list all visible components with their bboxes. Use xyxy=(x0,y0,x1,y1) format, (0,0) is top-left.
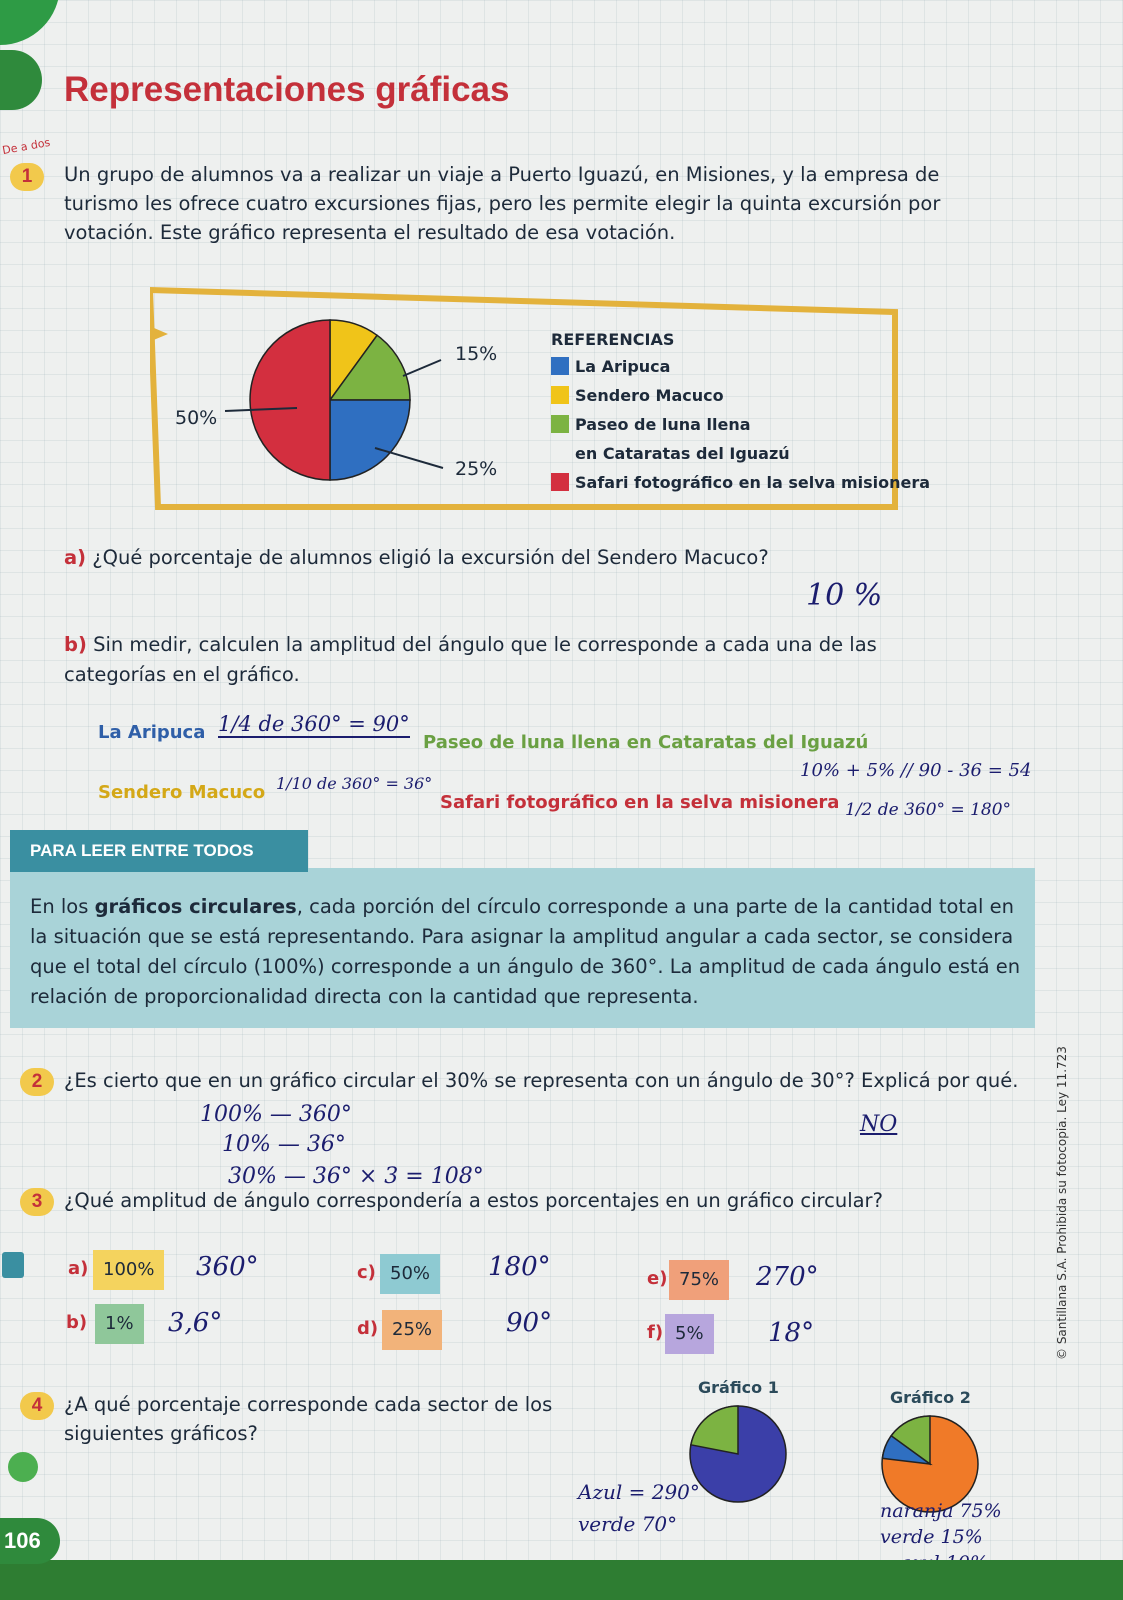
q3-letter-a: a) xyxy=(68,1258,89,1279)
legend-title: REFERENCIAS xyxy=(551,330,675,349)
question-1-text: Un grupo de alumnos va a realizar un viaje a Puerto Iguazú, en Misiones, y la empresa de turismo les ofrece cuatro excursiones fijas, pero les permite elegir la quinta excursión por votación. Este gráfico representa el resultado de esa votación. xyxy=(64,163,941,244)
graph-2-answer-green: verde 15% xyxy=(880,1526,983,1548)
question-3-text: ¿Qué amplitud de ángulo correspondería a estos porcentajes en un gráfico circular? xyxy=(64,1189,883,1212)
category-sendero-macuco: Sendero Macuco xyxy=(98,782,266,803)
q3-answer-b: 3,6° xyxy=(168,1308,223,1338)
calculator-icon xyxy=(2,1252,24,1278)
graph-2-title: Gráfico 2 xyxy=(890,1388,971,1407)
legend-swatch-yellow xyxy=(551,386,569,404)
answer-1a: 10 % xyxy=(806,578,883,613)
footer-band xyxy=(0,1560,1123,1600)
answer-safari: 1/2 de 360° = 180° xyxy=(845,800,1012,820)
q3-value-f: 5% xyxy=(665,1314,714,1354)
graph-1-green-slice xyxy=(691,1406,738,1454)
legend-item-safari: Safari fotográfico en la selva misionera xyxy=(551,473,930,492)
q3-letter-d: d) xyxy=(357,1318,379,1339)
q3-letter-c: c) xyxy=(357,1262,376,1283)
copyright-notice: © Santillana S.A. Prohibida su fotocopia. Ley 11.723 xyxy=(1055,1046,1069,1360)
q3-letter-b: b) xyxy=(66,1312,88,1333)
pie-label-25: 25% xyxy=(455,458,498,480)
graph-1-pie xyxy=(686,1402,790,1506)
page-title: Representaciones gráficas xyxy=(64,70,510,109)
q3-value-a: 100% xyxy=(93,1250,164,1290)
answer-paseo-luna: 10% + 5% // 90 - 36 = 54 xyxy=(800,760,1032,781)
legend-swatch-green xyxy=(551,415,569,433)
side-tag: De a dos xyxy=(1,135,52,158)
pie-label-15: 15% xyxy=(455,343,498,365)
q3-value-d: 25% xyxy=(382,1310,442,1350)
question-number-1: 1 xyxy=(10,163,44,191)
q3-value-c: 50% xyxy=(380,1254,440,1294)
answer-sendero-macuco: 1/10 de 360° = 36° xyxy=(276,774,433,793)
question-1a: a) ¿Qué porcentaje de alumnos eligió la excursión del Sendero Macuco? xyxy=(64,546,769,569)
info-heading: PARA LEER ENTRE TODOS xyxy=(10,830,308,872)
work-line-1: 100% — 360° xyxy=(200,1102,352,1127)
question-number-4: 4 xyxy=(20,1392,54,1420)
graph-1-title: Gráfico 1 xyxy=(698,1378,779,1397)
q3-answer-d: 90° xyxy=(506,1308,553,1338)
pencil-icon xyxy=(8,1452,38,1482)
category-safari: Safari fotográfico en la selva misionera xyxy=(440,792,840,813)
question-2-text: ¿Es cierto que en un gráfico circular el 30% se representa con un ángulo de 30°? Explicá por qué. xyxy=(64,1069,1019,1092)
legend-swatch-blue xyxy=(551,357,569,375)
q3-answer-f: 18° xyxy=(768,1318,815,1348)
legend-swatch-red xyxy=(551,473,569,491)
legend-item-paseo-luna-cont: en Cataratas del Iguazú xyxy=(575,444,790,463)
graph-1-answer-blue: Azul = 290° xyxy=(578,1480,700,1504)
question-number-3: 3 xyxy=(20,1188,54,1216)
answer-la-aripuca: 1/4 de 360° = 90° xyxy=(218,712,410,736)
legend-item-paseo-luna: Paseo de luna llena xyxy=(551,415,751,434)
pie-label-50: 50% xyxy=(175,407,218,429)
q3-value-e: 75% xyxy=(669,1260,729,1300)
work-line-3: 30% — 36° × 3 = 108° xyxy=(228,1164,484,1189)
question-number-2: 2 xyxy=(20,1068,54,1096)
legend-item-sendero-macuco: Sendero Macuco xyxy=(551,386,724,405)
legend-item-la-aripuca: La Aripuca xyxy=(551,357,670,376)
question-1b: b) Sin medir, calculen la amplitud del ángulo que le corresponde a cada una de las categorías en el gráfico. xyxy=(64,633,877,686)
question-4-text: ¿A qué porcentaje corresponde cada sector de los siguientes gráficos? xyxy=(64,1393,553,1445)
category-paseo-luna: Paseo de luna llena en Cataratas del Iguazú xyxy=(423,732,869,753)
category-la-aripuca: La Aripuca xyxy=(98,722,206,743)
graph-1-answer-green: verde 70° xyxy=(578,1512,678,1536)
q3-letter-f: f) xyxy=(647,1322,664,1343)
page-number: 106 xyxy=(0,1518,60,1564)
q3-answer-a: 360° xyxy=(196,1252,259,1282)
info-text: En los gráficos circulares, cada porción del círculo corresponde a una parte de la cantidad total en la situación que se está representando. Para asignar la amplitud angular a cada sector, se considera que el total del círculo (100%) corresponde a un ángulo de 360°. La amplitud de cada ángulo está en relación de proporcionalidad directa con la cantidad que representa. xyxy=(30,895,1021,1008)
pie-leader-lines xyxy=(215,340,455,480)
q3-answer-c: 180° xyxy=(488,1252,551,1282)
q3-letter-e: e) xyxy=(647,1268,668,1289)
answer-2: NO xyxy=(860,1112,898,1137)
q3-answer-e: 270° xyxy=(756,1262,819,1292)
work-line-2: 10% — 36° xyxy=(222,1132,346,1157)
q3-value-b: 1% xyxy=(95,1304,144,1344)
graph-2-answer-orange: naranja 75% xyxy=(880,1500,1002,1522)
